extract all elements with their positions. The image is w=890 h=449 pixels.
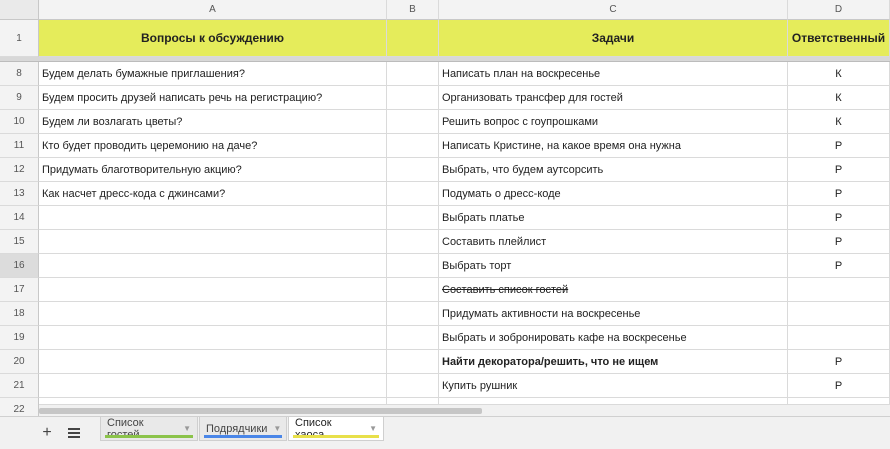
sheet-tab-label: Список [107,416,144,429]
table-row [0,86,890,110]
table-row [0,134,890,158]
cell-b[interactable] [387,182,439,206]
row-number[interactable]: 11 [0,134,39,158]
cell-b[interactable] [387,62,439,86]
table-row [0,206,890,230]
header-cell-b[interactable] [387,20,439,57]
cell-question[interactable] [39,350,387,374]
column-header-d[interactable]: D [788,0,890,20]
cell-responsible[interactable]: Р [788,134,890,158]
cell-b[interactable] [387,86,439,110]
header-cell-tasks[interactable]: Задачи [439,20,788,57]
cell-b[interactable] [387,158,439,182]
table-row [0,350,890,374]
cell-task[interactable]: Составить список гостей [439,278,788,302]
cell-responsible[interactable]: Р [788,254,890,278]
row-number[interactable]: 13 [0,182,39,206]
sheet-tab-label: Список [295,416,332,429]
row-number[interactable]: 12 [0,158,39,182]
cell-question[interactable] [39,278,387,302]
row-number[interactable]: 8 [0,62,39,86]
cell-task[interactable]: Купить рушник [439,374,788,398]
cell-question[interactable] [39,230,387,254]
row-number[interactable]: 10 [0,110,39,134]
table-row [0,254,890,278]
cell-task[interactable]: Найти декоратора/решить, что не ищем [439,350,788,374]
cell-responsible[interactable]: К [788,86,890,110]
cell-task[interactable]: Выбрать торт [439,254,788,278]
row-number[interactable]: 1 [0,20,39,57]
cell-task[interactable]: Составить плейлист [439,230,788,254]
caret-down-icon[interactable]: ▼ [183,424,191,433]
cell-question[interactable]: Будем делать бумажные приглашения? [39,62,387,86]
header-cell-questions[interactable]: Вопросы к обсуждению [39,20,387,57]
tab-color-bar [293,435,379,438]
cell-b[interactable] [387,206,439,230]
cell-responsible[interactable]: Р [788,206,890,230]
cell-question[interactable] [39,206,387,230]
table-row [0,158,890,182]
column-header-b[interactable]: B [387,0,439,20]
caret-down-icon[interactable]: ▼ [369,424,377,433]
cell-question[interactable]: Будем просить друзей написать речь на регистрацию? [39,86,387,110]
cell-b[interactable] [387,350,439,374]
table-row [0,278,890,302]
plus-icon[interactable]: + [42,424,52,441]
cell-responsible[interactable]: Р [788,158,890,182]
cell-responsible[interactable] [788,278,890,302]
cell-task[interactable]: Придумать активности на воскресенье [439,302,788,326]
column-header-c[interactable]: C [439,0,788,20]
caret-down-icon[interactable]: ▼ [273,424,282,433]
cell-responsible[interactable] [788,326,890,350]
cell-task[interactable]: Написать Кристине, на какое время она нужна [439,134,788,158]
row-number[interactable]: 9 [0,86,39,110]
horizontal-scrollbar-thumb[interactable] [39,408,482,414]
table-row [0,326,890,350]
table-row [0,230,890,254]
cell-task[interactable]: Написать план на воскресенье [439,62,788,86]
header-cell-responsible[interactable]: Ответственный [788,20,890,57]
cell-responsible[interactable]: К [788,110,890,134]
row-number[interactable]: 17 [0,278,39,302]
row-number[interactable]: 18 [0,302,39,326]
cell-b[interactable] [387,278,439,302]
cell-task[interactable]: Выбрать платье [439,206,788,230]
cell-question[interactable] [39,302,387,326]
cell-question[interactable]: Придумать благотворительную акцию? [39,158,387,182]
cell-task[interactable]: Организовать трансфер для гостей [439,86,788,110]
row-number[interactable]: 20 [0,350,39,374]
cell-responsible[interactable]: Р [788,350,890,374]
menu-icon[interactable] [64,423,84,443]
column-header-a[interactable]: A [39,0,387,20]
cell-question[interactable]: Будем ли возлагать цветы? [39,110,387,134]
cell-task[interactable]: Выбрать, что будем аутсорсить [439,158,788,182]
table-row [0,110,890,134]
sheet-tab-chaos[interactable] [288,417,384,441]
cell-task[interactable]: Подумать о дресс-коде [439,182,788,206]
cell-responsible[interactable]: Р [788,230,890,254]
cell-question[interactable]: Как насчет дресс-кода с джинсами? [39,182,387,206]
cell-question[interactable] [39,254,387,278]
cell-b[interactable] [387,134,439,158]
row-number[interactable]: 22 [0,398,39,416]
table-row [0,302,890,326]
cell-question[interactable] [39,326,387,350]
table-header-row [0,20,890,57]
cell-responsible[interactable]: К [788,62,890,86]
table-row [0,374,890,398]
sheet-tab-bar [0,416,890,449]
select-all-corner[interactable] [0,0,39,20]
horizontal-scrollbar[interactable] [39,404,890,416]
row-number[interactable]: 16 [0,254,39,278]
cell-b[interactable] [387,110,439,134]
row-number[interactable]: 14 [0,206,39,230]
sheet-tab-contractors[interactable] [199,417,287,441]
cell-b[interactable] [387,326,439,350]
row-number[interactable]: 15 [0,230,39,254]
cell-b[interactable] [387,230,439,254]
tab-color-bar [204,435,282,438]
row-number[interactable]: 19 [0,326,39,350]
cell-task[interactable]: Решить вопрос с гоупрошками [439,110,788,134]
row-number[interactable]: 21 [0,374,39,398]
cell-question[interactable] [39,374,387,398]
cell-responsible[interactable]: Р [788,182,890,206]
cell-task[interactable]: Выбрать и зобронировать кафе на воскресенье [439,326,788,350]
cell-question[interactable]: Кто будет проводить церемонию на даче? [39,134,387,158]
tab-color-bar [105,435,193,438]
column-header-row [0,0,890,20]
cell-responsible[interactable] [788,302,890,326]
cell-b[interactable] [387,254,439,278]
table-row [0,182,890,206]
sheet-tab-guests[interactable] [100,417,198,441]
cell-b[interactable] [387,302,439,326]
sheet-tab-label: Подрядчики [206,422,268,435]
cell-responsible[interactable]: Р [788,374,890,398]
table-row [0,62,890,86]
cell-b[interactable] [387,374,439,398]
